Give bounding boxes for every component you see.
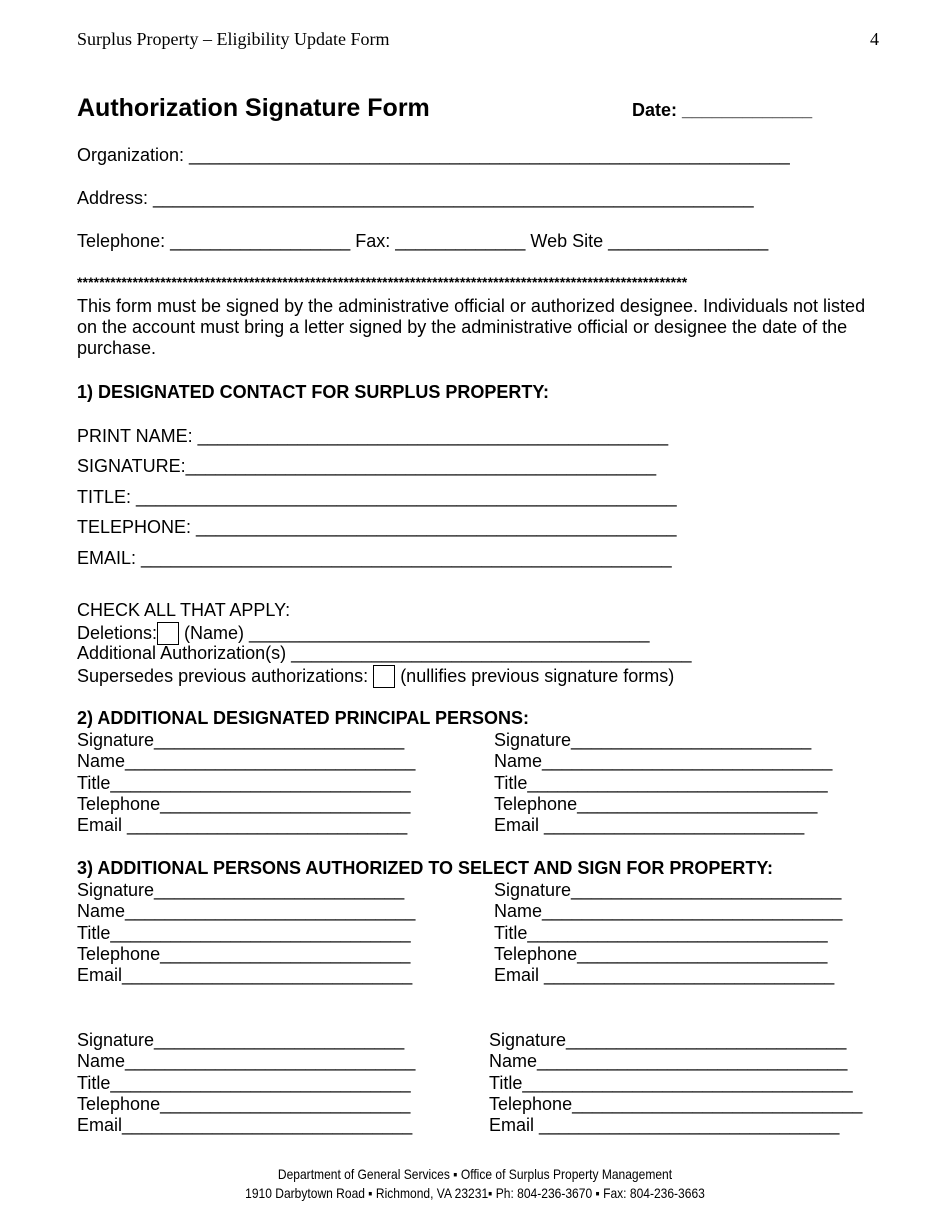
address-field[interactable]: Address: ____________________________________________________________ bbox=[77, 188, 754, 208]
section2-heading: 2) ADDITIONAL DESIGNATED PRINCIPAL PERSONS: bbox=[77, 708, 530, 728]
s4-left-signature[interactable]: Signature_________________________ bbox=[77, 1030, 405, 1050]
s2-right-telephone[interactable]: Telephone________________________ bbox=[494, 793, 818, 814]
separator-stars: ************************************************************************************************************** bbox=[77, 274, 688, 290]
s2-left-title[interactable]: Title______________________________ bbox=[77, 772, 411, 793]
s3-right-telephone[interactable]: Telephone_________________________ bbox=[494, 943, 828, 964]
organization-field[interactable]: Organization: ____________________________________________________________ bbox=[77, 145, 790, 165]
email-field[interactable]: EMAIL: _____________________________________________________ bbox=[77, 548, 672, 568]
section4-right-column bbox=[489, 1030, 862, 1136]
section1-heading: 1) DESIGNATED CONTACT FOR SURPLUS PROPERTY: bbox=[77, 382, 550, 402]
instructions-paragraph: This form must be signed by the administrative official or authorized designee. Individuals not listed on the account must bring a letter signed by the administrative official or designee the date of the purchase. bbox=[77, 296, 866, 358]
s3-left-name[interactable]: Name_____________________________ bbox=[77, 901, 416, 922]
s3-right-title[interactable]: Title______________________________ bbox=[494, 922, 828, 943]
section4-left-column bbox=[77, 1030, 415, 1136]
section2-left-column bbox=[77, 730, 415, 836]
s4-right-name[interactable]: Name_______________________________ bbox=[489, 1051, 848, 1072]
form-title: Authorization Signature Form bbox=[77, 94, 430, 122]
s3-right-signature[interactable]: Signature___________________________ bbox=[494, 880, 842, 900]
footer-line-1: Department of General Services ▪ Office of Surplus Property Management bbox=[277, 1166, 673, 1182]
s3-left-telephone[interactable]: Telephone_________________________ bbox=[77, 943, 411, 964]
s4-left-email[interactable]: Email_____________________________ bbox=[77, 1115, 413, 1136]
section2-right-column bbox=[494, 730, 832, 836]
s2-left-telephone[interactable]: Telephone_________________________ bbox=[77, 793, 411, 814]
print-name-field[interactable]: PRINT NAME: _______________________________________________ bbox=[77, 426, 669, 446]
s3-left-email[interactable]: Email_____________________________ bbox=[77, 965, 413, 986]
s4-left-telephone[interactable]: Telephone_________________________ bbox=[77, 1093, 411, 1114]
s2-right-title[interactable]: Title______________________________ bbox=[494, 772, 828, 793]
s2-right-signature[interactable]: Signature________________________ bbox=[494, 730, 812, 750]
s2-right-name[interactable]: Name_____________________________ bbox=[494, 751, 833, 772]
title-field[interactable]: TITLE: ______________________________________________________ bbox=[77, 487, 677, 507]
deletions-label: Deletions: bbox=[77, 623, 158, 643]
s2-right-email[interactable]: Email __________________________ bbox=[494, 815, 805, 836]
s4-right-telephone[interactable]: Telephone_____________________________ bbox=[489, 1093, 863, 1114]
check-all-heading: CHECK ALL THAT APPLY: bbox=[77, 600, 291, 620]
deletions-name-field[interactable]: (Name) ________________________________________ bbox=[179, 623, 650, 643]
date-field[interactable]: Date: _____________ bbox=[632, 100, 813, 120]
doc-header-title: Surplus Property – Eligibility Update Form bbox=[77, 29, 390, 49]
s4-right-email[interactable]: Email ______________________________ bbox=[489, 1115, 840, 1136]
footer-line-2: 1910 Darbytown Road ▪ Richmond, VA 23231▪ Ph: 804-236-3670 ▪ Fax: 804-236-3663 bbox=[245, 1185, 705, 1201]
section3-left-column bbox=[77, 880, 415, 986]
supersedes-label: Supersedes previous authorizations: bbox=[77, 666, 374, 686]
telephone-field[interactable]: TELEPHONE: ________________________________________________ bbox=[77, 517, 677, 537]
s4-right-title[interactable]: Title_________________________________ bbox=[489, 1072, 853, 1093]
s4-left-name[interactable]: Name_____________________________ bbox=[77, 1051, 416, 1072]
supersedes-note: (nullifies previous signature forms) bbox=[395, 666, 675, 686]
section3-heading: 3) ADDITIONAL PERSONS AUTHORIZED TO SELECT AND SIGN FOR PROPERTY: bbox=[77, 858, 774, 878]
s3-left-signature[interactable]: Signature_________________________ bbox=[77, 880, 405, 900]
s2-left-signature[interactable]: Signature_________________________ bbox=[77, 730, 405, 750]
s4-left-title[interactable]: Title______________________________ bbox=[77, 1072, 411, 1093]
s2-left-email[interactable]: Email ____________________________ bbox=[77, 815, 408, 836]
telephone-fax-website-field[interactable]: Telephone: __________________ Fax: _____________ Web Site ________________ bbox=[77, 231, 769, 251]
s4-right-signature[interactable]: Signature____________________________ bbox=[489, 1030, 847, 1050]
section3-right-column bbox=[494, 880, 842, 986]
s3-right-name[interactable]: Name______________________________ bbox=[494, 901, 843, 922]
supersedes-row bbox=[77, 665, 674, 688]
additional-authorization-field[interactable]: Additional Authorization(s) ________________________________________ bbox=[77, 643, 692, 663]
deletions-checkbox[interactable] bbox=[157, 622, 179, 645]
signature-field[interactable]: SIGNATURE:_______________________________________________ bbox=[77, 456, 657, 476]
s3-right-email[interactable]: Email _____________________________ bbox=[494, 965, 835, 986]
supersedes-checkbox[interactable] bbox=[373, 665, 395, 688]
deletions-row bbox=[77, 622, 649, 645]
page-number: 4 bbox=[870, 29, 879, 49]
s3-left-title[interactable]: Title______________________________ bbox=[77, 922, 411, 943]
s2-left-name[interactable]: Name_____________________________ bbox=[77, 751, 416, 772]
